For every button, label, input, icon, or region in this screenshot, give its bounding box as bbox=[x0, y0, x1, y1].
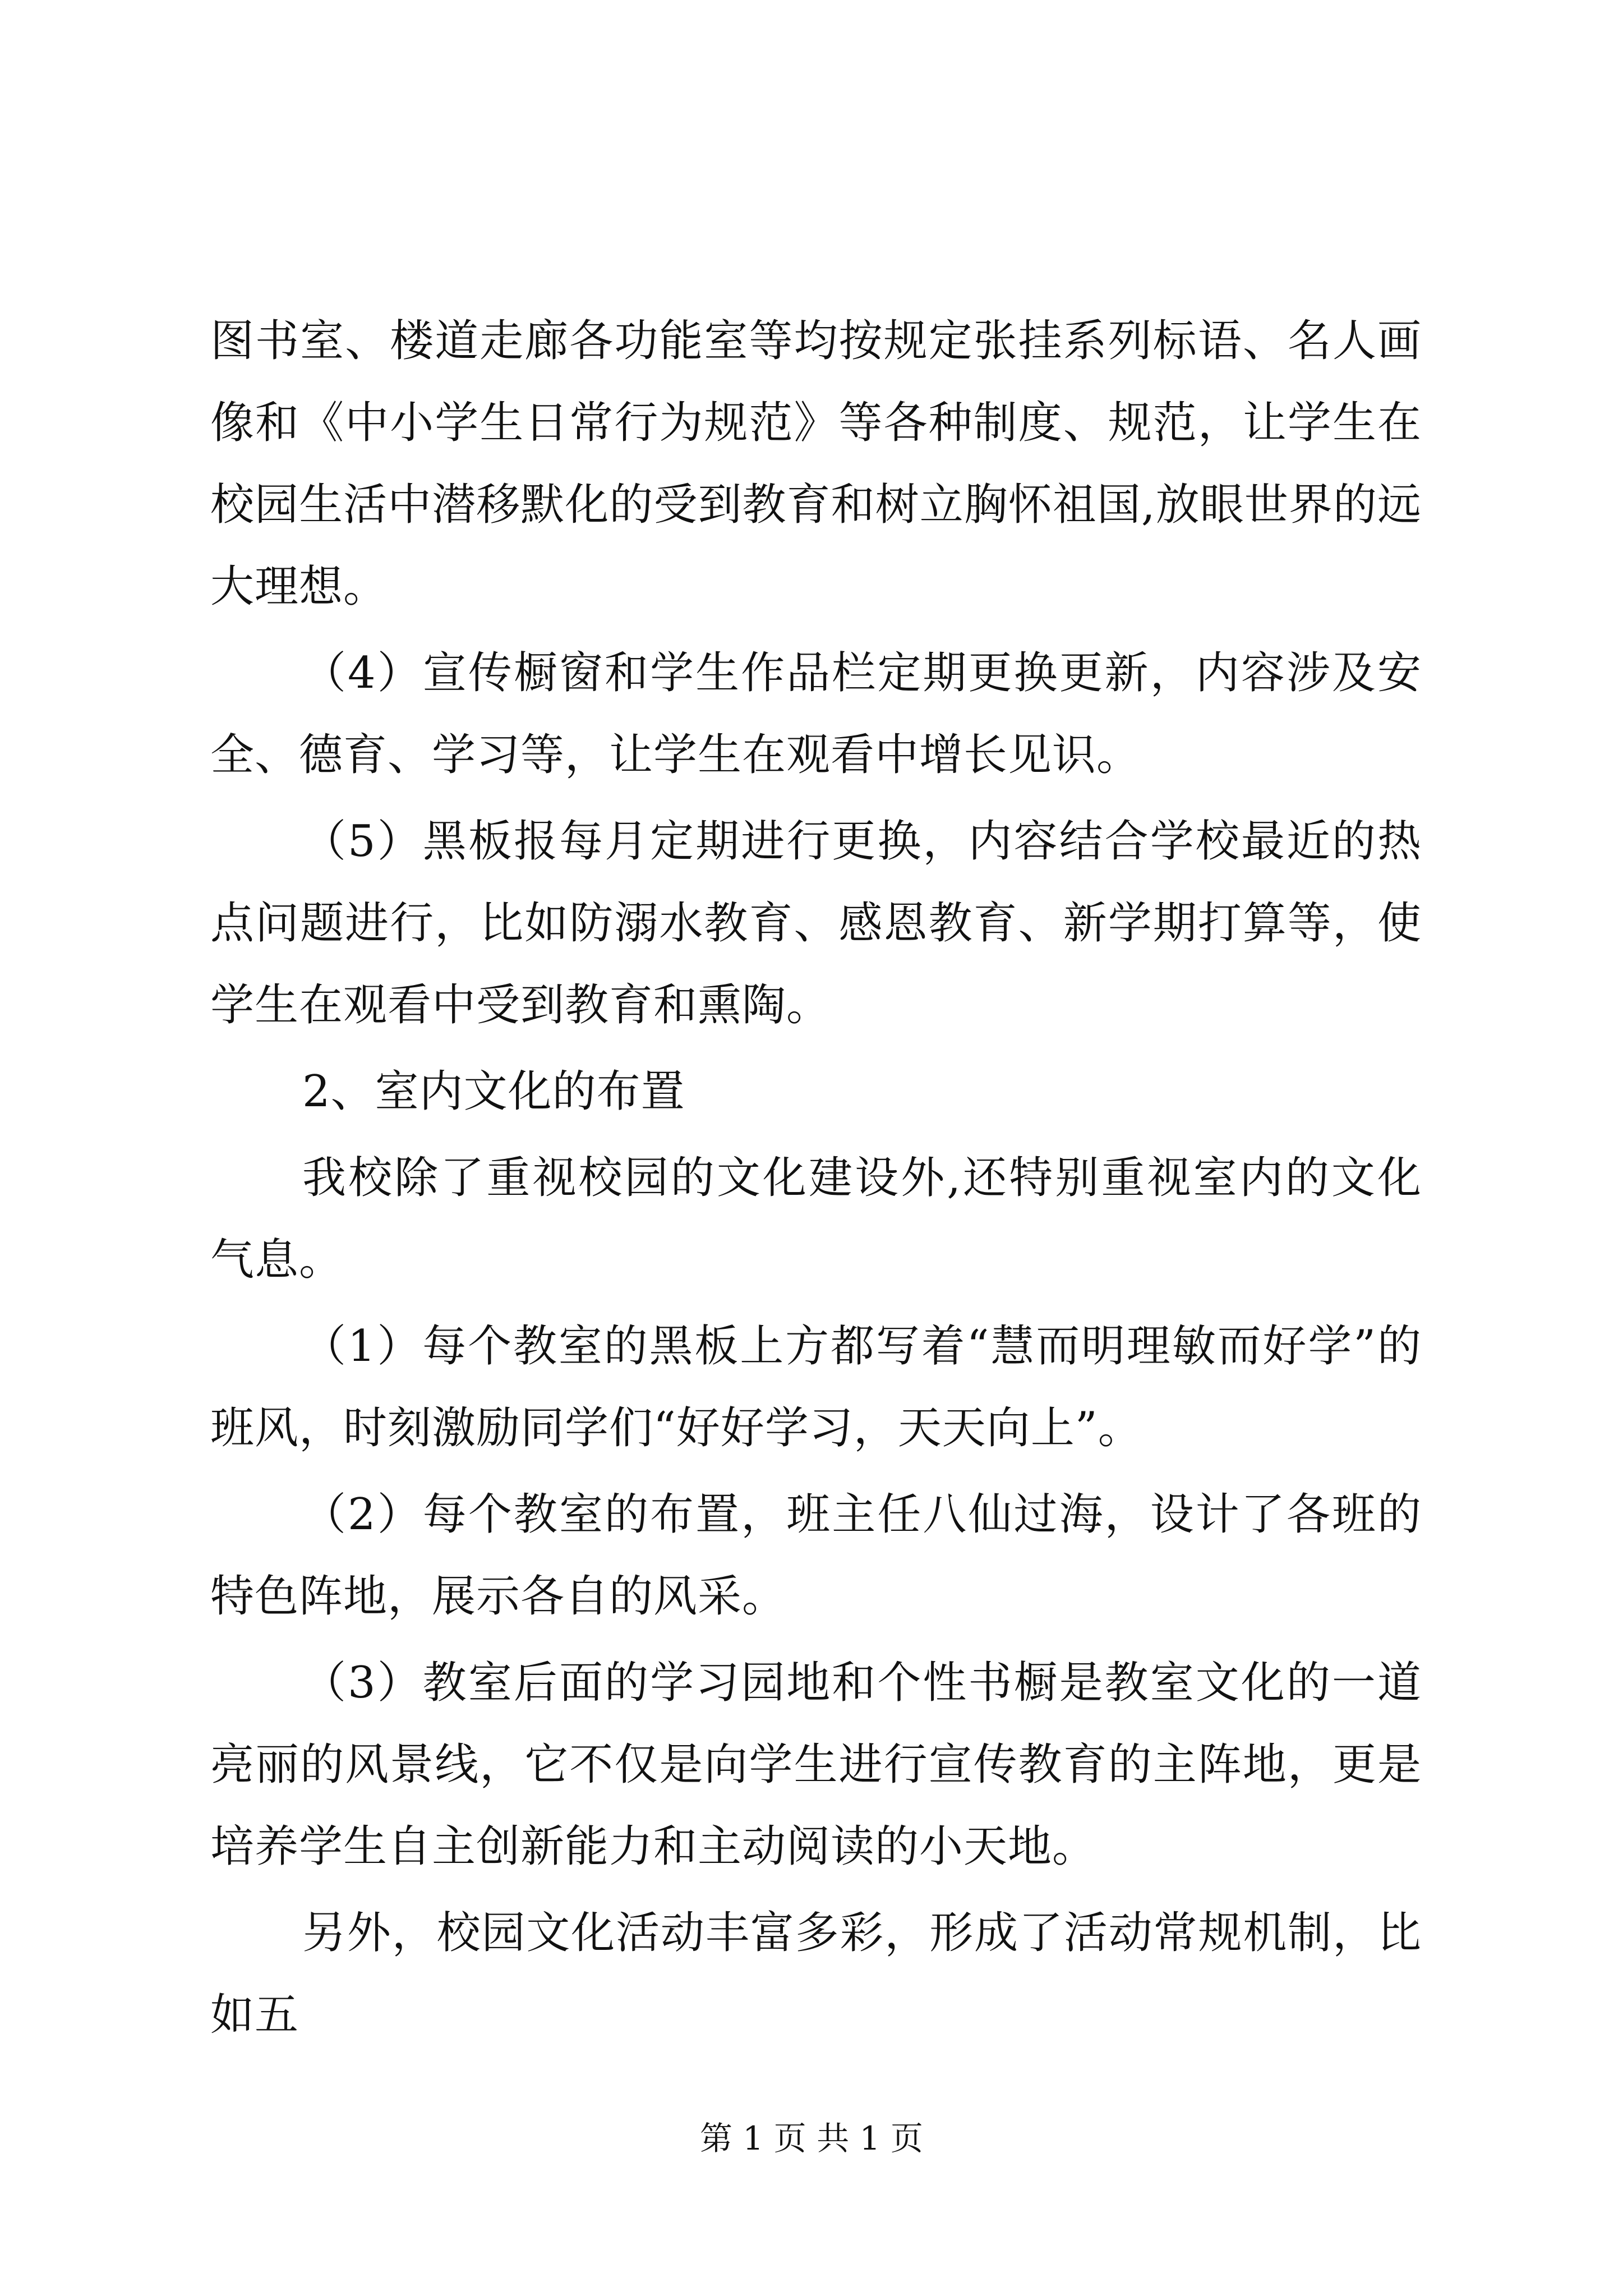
paragraph-5: 我校除了重视校园的文化建设外,还特别重视室内的文化气息。 bbox=[210, 1153, 1422, 1285]
paragraph-1: 图书室、楼道走廊各功能室等均按规定张挂系列标语、名人画像和《中小学生日常行为规范》等各种制度、规范，让学生在校园生活中潜移默化的受到教育和树立胸怀祖国,放眼世界的远大理想。 bbox=[210, 316, 1422, 612]
paragraph-6: （1）每个教室的黑板上方都写着“慧而明理敏而好学”的班风，时刻激励同学们“好好学习，天天向上”。 bbox=[210, 1321, 1422, 1453]
paragraph-9: 另外，校园文化活动丰富多彩，形成了活动常规机制，比如五 bbox=[210, 1908, 1422, 2040]
page-footer: 第 1 页 共 1 页 bbox=[700, 2119, 923, 2157]
section-heading: 2、室内文化的布置 bbox=[302, 1066, 685, 1117]
paragraph-2: （4）宣传橱窗和学生作品栏定期更换更新，内容涉及安全、德育、学习等，让学生在观看中增长见识。 bbox=[210, 648, 1422, 780]
paragraph-7: （2）每个教室的布置，班主任八仙过海，设计了各班的特色阵地，展示各自的风采。 bbox=[210, 1489, 1422, 1622]
paragraph-8: （3）教室后面的学习园地和个性书橱是教室文化的一道亮丽的风景线，它不仅是向学生进行宣传教育的主阵地，更是培养学生自主创新能力和主动阅读的小天地。 bbox=[210, 1658, 1422, 1872]
paragraph-3: （5）黑板报每月定期进行更换，内容结合学校最近的热点问题进行，比如防溺水教育、感恩教育、新学期打算等，使学生在观看中受到教育和熏陶。 bbox=[210, 816, 1422, 1030]
document-body bbox=[210, 300, 1422, 2056]
